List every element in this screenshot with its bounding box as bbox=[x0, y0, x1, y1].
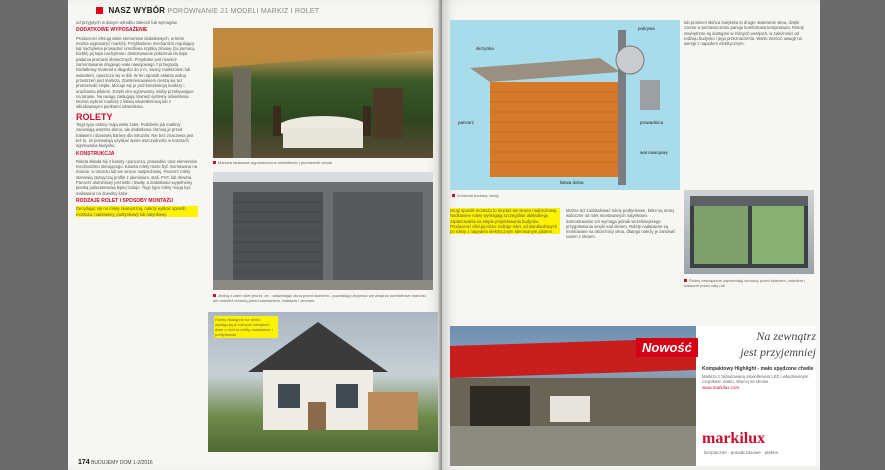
konstrukcja-heading: KONSTRUKCJA bbox=[76, 150, 115, 157]
mid-column-2: Można też zainstalować rolety podtynkowe, które są mniej widoczne od rolet montowanych natynkowo. Zamontowanie ich wymaga jednak wcześniejszego przygotowania wnęki nad oknem. Rolety nadstawne są montowane na ościeżnicy okna, dlatego należy je zamówić razem z oknem. bbox=[566, 208, 676, 240]
product-body: Markiza z zabudowaną oświetleniem LED i wbudowanym czujnikiem wiatru. Więcej na stronie bbox=[702, 374, 809, 385]
rodzaje-body: Decydując się na roletę zewnętrzną, należy wybrać sposób montażu: nadstawny, podtynkowy lub natynkowy. bbox=[76, 206, 198, 217]
terrace-scene bbox=[213, 28, 433, 158]
diagram-label-prowadnica: prowadnica bbox=[640, 120, 664, 125]
diagram-label-skrzynka: skrzynka bbox=[476, 46, 494, 51]
photo2-caption bbox=[213, 293, 433, 303]
advert-text bbox=[702, 326, 816, 466]
page-number: 174 bbox=[78, 459, 90, 466]
page-footer bbox=[78, 459, 153, 466]
diagram-label-pancerz: pancerz bbox=[458, 120, 475, 125]
photo1-caption-text: Markiza tarasowa wyposażona w oświetlenie i promiennik ciepła bbox=[218, 160, 332, 165]
markilux-logo: markilux bbox=[702, 430, 766, 447]
house-label: Rolety dostępne na rynku występują w różnych wersjach: dwie z nich to rolety nadstawne i podtynkowe bbox=[214, 316, 278, 338]
left-text-column bbox=[76, 20, 198, 218]
side-photo-scene bbox=[684, 190, 814, 274]
right-page bbox=[442, 0, 820, 470]
side-photo-caption bbox=[684, 278, 814, 288]
diagram-caption-text: Schemat budowy rolety bbox=[457, 193, 499, 198]
page-header bbox=[96, 6, 319, 15]
product-title: Kompaktowy Highlight - mało spędzone chwile bbox=[702, 366, 814, 372]
diagram-caption bbox=[452, 193, 652, 198]
slogan-line-1: Na zewnątrz bbox=[756, 329, 816, 343]
rolety-body: Tego typu osłony mają wiele zalet. Podobnie jak markizy zacieniają wnętrze domu, ale dodatkowo chronią je przed hałasem i stanowią barierę dla intruzów. Nie bez znaczenia jest też to, że pozwalają uzyskać spore oszczędności w kosztach ogrzewania budynku. bbox=[76, 122, 194, 149]
shutter-diagram bbox=[450, 20, 680, 190]
new-badge: Nowość bbox=[636, 338, 698, 357]
roller-shutter-photo bbox=[213, 172, 433, 290]
header-subtitle: PORÓWNANIE 21 MODELI MARKIZ I ROLET bbox=[167, 8, 320, 15]
photo1-caption bbox=[213, 160, 433, 165]
extra-body: Producenci oferują wiele elementów dodatkowych, w które można wyposażyć markizy. Przykładowo mechanizm regulujący kąt nachylenia prowadnic umożliwia szybką zmianę (za pomocą korbki) jej kąta nachylenia i dostosowanie położenia do kąta padania promieni słonecznych. Przydatne jest również zamontowanie drugiego wału nawojowego z przegrodą. Dodatkowy materiał o długości do 2 m, zwany markizolem lub wolantem, opuszcza się w dół. W ten sposób osłania wolną przestrzeń pod markizą. Zainteresowaniem cieszą się też promienniki ciepła. Mocuje się je pod konstrukcją markizy i uruchamia pilotem. Dzięki nim ogrzewamy osoby przebywające na tarasie. Na uwagę zasługują również systemy oświetlenia. Można wybrać markizę z listwą oświetleniową lub z wbudowanymi punktami oświetlenia. bbox=[76, 35, 195, 110]
markilux-advert bbox=[450, 326, 816, 466]
side-shutter-photo bbox=[684, 190, 814, 274]
markilux-tagline: bezpieczne · ponadczasowe · piękne bbox=[704, 450, 779, 455]
rolety-heading: ROLETY bbox=[76, 111, 113, 122]
left-page bbox=[68, 0, 442, 470]
header-brand: NASZ WYBÓR bbox=[108, 6, 166, 15]
diagram-label-wal: wał nawojowy bbox=[640, 150, 668, 155]
extra-heading: DODATKOWE WYPOSAŻENIE bbox=[76, 27, 148, 34]
photo2-caption-text: Jedną z zalet rolet jest to, że - zasłaniając okna przed słońcem - pozwalają utrzymać we wnętrzu komfortowe warunki, ale również chronią przed włamaniem, hałasem i zimnem. bbox=[213, 293, 427, 303]
shutter-scene bbox=[213, 172, 433, 290]
footer-magazine: BUDUJEMY DOM 1-2/2016 bbox=[91, 460, 153, 466]
diagram-label-pokrywa: pokrywa bbox=[638, 26, 655, 31]
slogan-line-2: jest przyjemniej bbox=[740, 345, 816, 359]
right-top-column: lub promieni słońca zwiększa to drugie otwieranie okna, dzięki czemu w pomieszczeniu panuje komfortowa temperatura. Rolety zewnętrzne są dostępne w różnych wersjach, w zależności od rodzaju budynku i jego przeznaczenia. Warto zwrócić uwagę na wersję z napędem elektrycznym. bbox=[684, 20, 804, 47]
rodzaje-heading: RODZAJE ROLET I SPOSOBY MONTAŻU bbox=[76, 197, 174, 204]
header-marker bbox=[96, 7, 103, 14]
konstrukcja-body: Roleta składa się z kasety i pancerza, prowadnic oraz elementów mechanizmu sterującego. Kaseta rolety może być montowana na ścianie, w ościeżu lub we wnęce nadprożowej. Pancerz rolety stanowią zazwyczaj profile z aluminium, stali, PVC lub drewna. Pancerz aluminiowy jest lekki i trwały, a dodatkowo wypełniony pianką poliuretanową lepiej izoluje. Tego typu rolety mogą być malowane na dowolny kolor. bbox=[76, 158, 198, 196]
diagram-label-listwa: listwa dolna bbox=[560, 180, 584, 185]
advert-url[interactable]: www.markilux.com bbox=[702, 385, 740, 391]
mid-column-1-text: Drugi sposób montażu to montaż we wnęce nadprożowej. Nadstawne rolety wymagają szczególnie dokładnego zaplanowania na etapie projektowania budynku. Producenci oferują różne rodzaje rolet, od standardowych po rolety z napędem elektrycznym sterowanym pilotem. bbox=[450, 208, 560, 234]
mid-column-1 bbox=[450, 208, 560, 235]
intro-text: od przyjętych w danym ośrodku zaleceń lub wymogów. bbox=[76, 20, 178, 25]
side-caption-text: Rolety zewnętrzne zapewniają ochronę przed słońcem, chłodem i hałasem przez cały rok bbox=[684, 278, 806, 288]
terrace-awning-photo bbox=[213, 28, 433, 158]
